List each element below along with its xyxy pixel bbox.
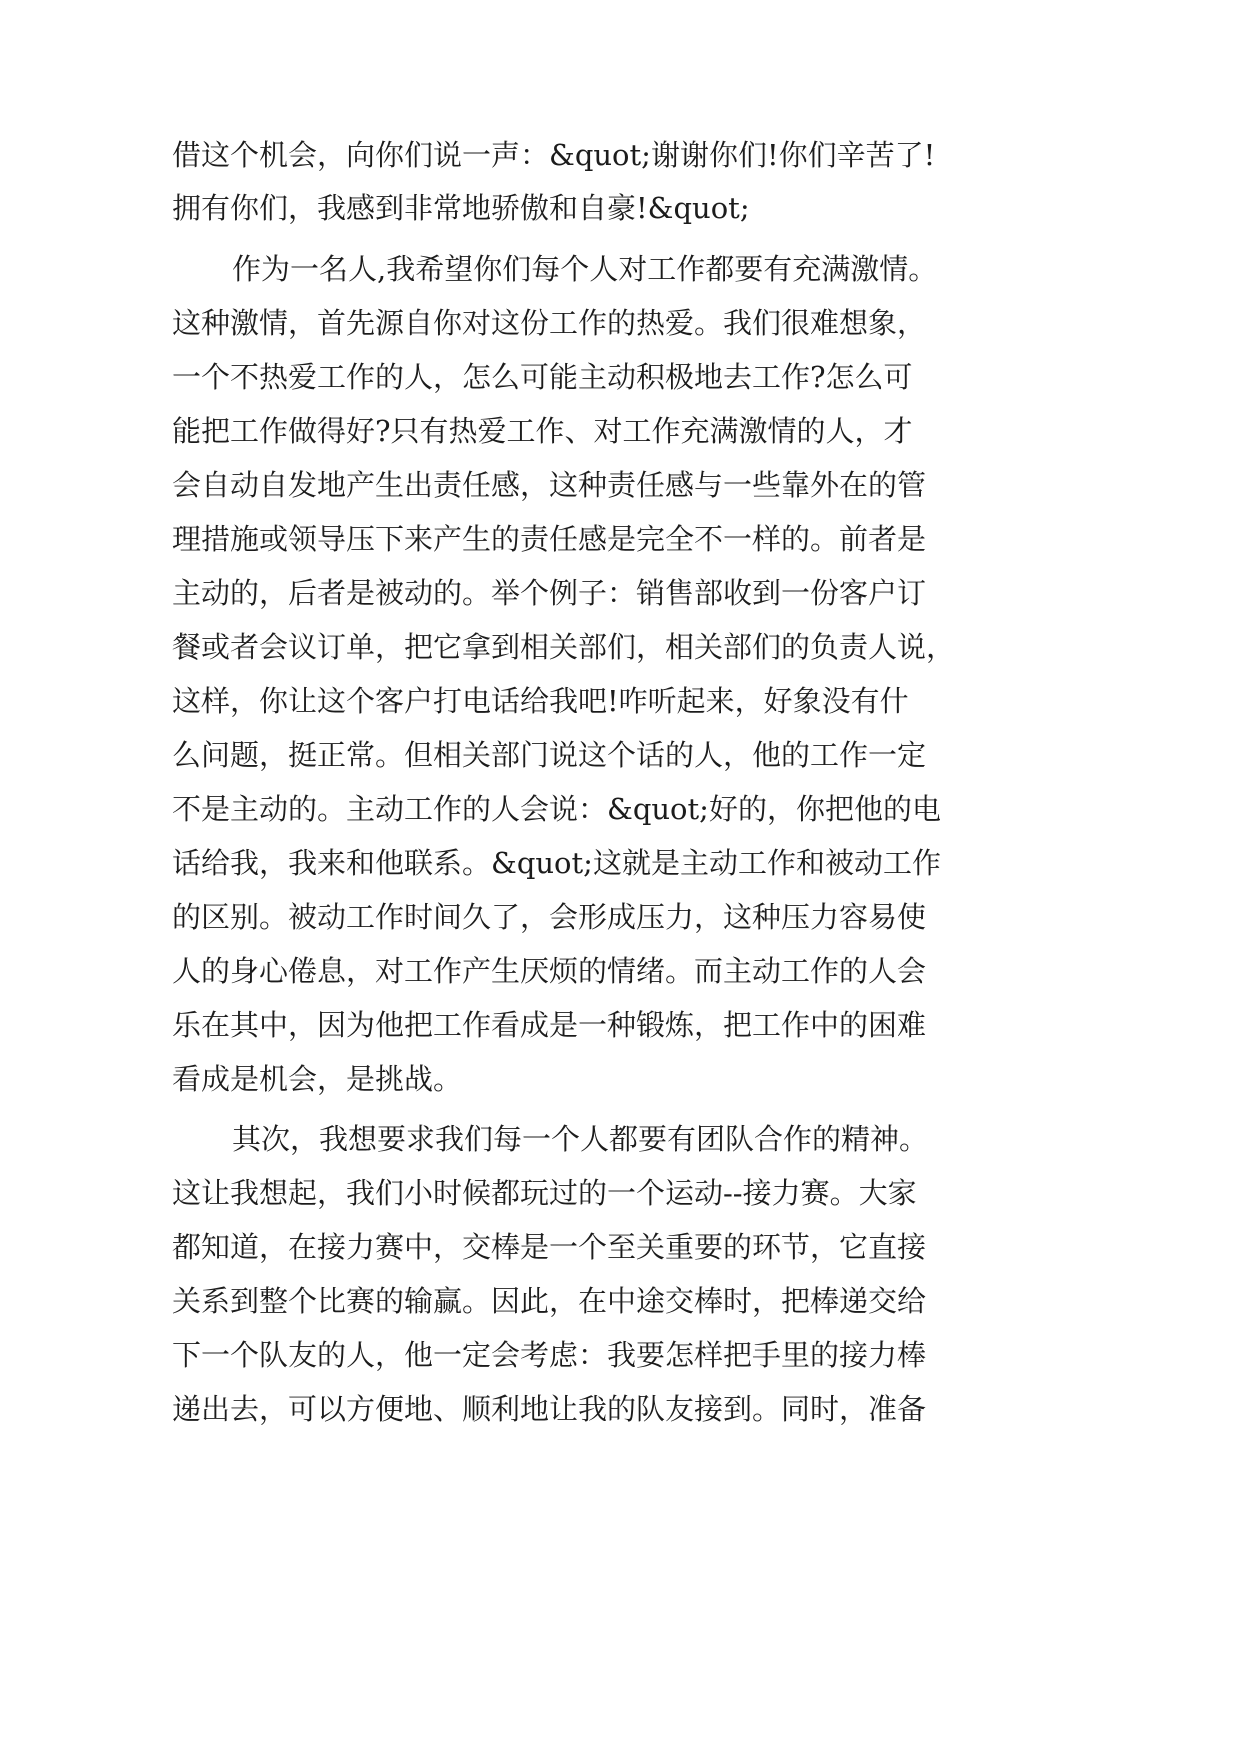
text-line: 这样，你让这个客户打电话给我吧!咋听起来，好象没有什 bbox=[172, 684, 909, 718]
text-line: 理措施或领导压下来产生的责任感是完全不一样的。前者是 bbox=[172, 522, 927, 556]
text-line: 这让我想起，我们小时候都玩过的一个运动--接力赛。大家 bbox=[172, 1176, 917, 1210]
text-line: 人的身心倦息，对工作产生厌烦的情绪。而主动工作的人会 bbox=[172, 954, 927, 988]
text-line: 乐在其中，因为他把工作看成是一种锻炼，把工作中的困难 bbox=[172, 1008, 927, 1042]
text-line: 关系到整个比赛的输赢。因此，在中途交棒时，把棒递交给 bbox=[172, 1284, 927, 1318]
text-line: 借这个机会，向你们说一声：&quot;谢谢你们!你们辛苦了! bbox=[172, 138, 936, 172]
text-line: 下一个队友的人，他一定会考虑：我要怎样把手里的接力棒 bbox=[172, 1338, 927, 1372]
text-line: 拥有你们，我感到非常地骄傲和自豪!&quot; bbox=[172, 191, 750, 225]
text-line: 主动的，后者是被动的。举个例子：销售部收到一份客户订 bbox=[172, 576, 927, 610]
paragraph-first-line: 其次，我想要求我们每一个人都要有团队合作的精神。 bbox=[232, 1122, 929, 1156]
text-line: 么问题，挺正常。但相关部门说这个话的人，他的工作一定 bbox=[172, 738, 927, 772]
text-line: 能把工作做得好?只有热爱工作、对工作充满激情的人，才 bbox=[172, 414, 913, 448]
text-line: 这种激情，首先源自你对这份工作的热爱。我们很难想象， bbox=[172, 306, 927, 340]
text-line: 一个不热爱工作的人，怎么可能主动积极地去工作?怎么可 bbox=[172, 360, 913, 394]
text-line: 都知道，在接力赛中，交棒是一个至关重要的环节，它直接 bbox=[172, 1230, 927, 1264]
text-line: 会自动自发地产生出责任感，这种责任感与一些靠外在的管 bbox=[172, 468, 927, 502]
text-line: 话给我，我来和他联系。&quot;这就是主动工作和被动工作 bbox=[172, 846, 941, 880]
text-line: 的区别。被动工作时间久了，会形成压力，这种压力容易使 bbox=[172, 900, 927, 934]
text-line: 递出去，可以方便地、顺利地让我的队友接到。同时，准备 bbox=[172, 1392, 927, 1426]
paragraph-first-line: 作为一名人,我希望你们每个人对工作都要有充满激情。 bbox=[232, 252, 938, 286]
text-line: 餐或者会议订单，把它拿到相关部们，相关部们的负责人说， bbox=[172, 630, 956, 664]
text-line: 不是主动的。主动工作的人会说：&quot;好的，你把他的电 bbox=[172, 792, 941, 826]
text-line: 看成是机会，是挑战。 bbox=[172, 1062, 463, 1096]
